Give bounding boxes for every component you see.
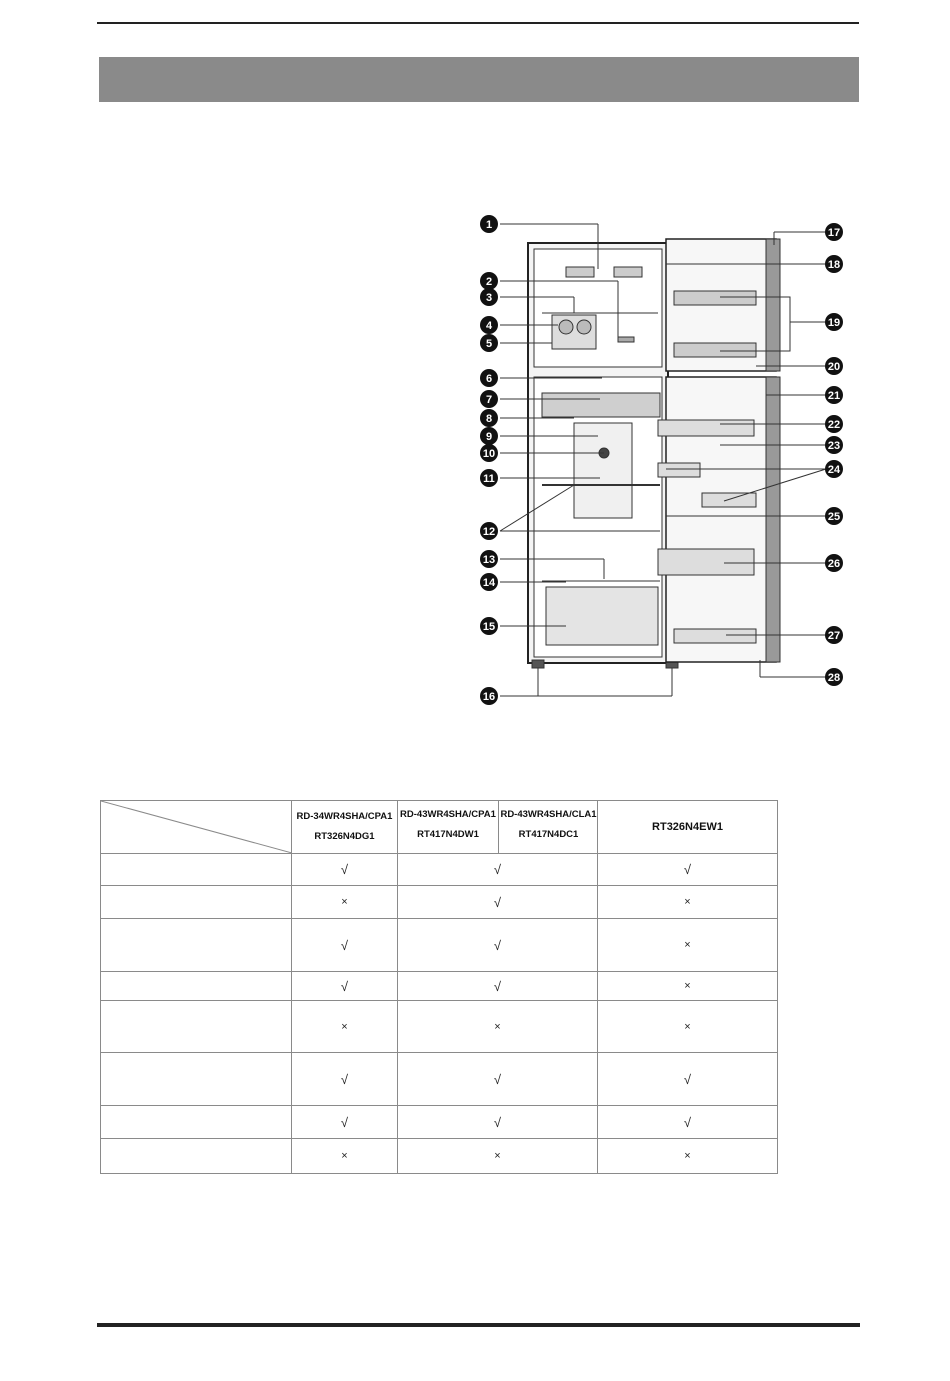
feature-label-cell bbox=[101, 854, 292, 886]
table-row bbox=[101, 919, 778, 972]
callout-12: 12 bbox=[482, 526, 496, 538]
mark-cell: × bbox=[398, 1001, 598, 1053]
callout-26: 26 bbox=[827, 558, 841, 570]
table-row bbox=[101, 854, 778, 886]
mark-cell: × bbox=[598, 972, 778, 1001]
feature-label-cell bbox=[101, 886, 292, 919]
model-header-4: RT326N4EW1 bbox=[598, 801, 778, 854]
callout-8: 8 bbox=[485, 413, 493, 425]
callout-14: 14 bbox=[482, 577, 496, 589]
mark-cell: √ bbox=[398, 972, 598, 1001]
table-header-row bbox=[101, 801, 778, 854]
mark-cell: √ bbox=[292, 972, 398, 1001]
mark-cell: √ bbox=[292, 1106, 398, 1139]
callout-2: 2 bbox=[485, 276, 493, 288]
top-rule bbox=[97, 22, 859, 24]
mark-cell: √ bbox=[398, 886, 598, 919]
callout-21: 21 bbox=[827, 390, 841, 402]
callout-6: 6 bbox=[485, 373, 493, 385]
callout-7: 7 bbox=[485, 394, 493, 406]
callout-15: 15 bbox=[482, 621, 496, 633]
callout-5: 5 bbox=[485, 338, 493, 350]
feature-label-cell bbox=[101, 972, 292, 1001]
callout-1: 1 bbox=[485, 219, 493, 231]
feature-label-cell bbox=[101, 919, 292, 972]
table-row bbox=[101, 1106, 778, 1139]
model-header-1: RD-34WR4SHA/CPA1 RT326N4DG1 bbox=[292, 801, 398, 854]
diagonal-header-cell bbox=[101, 801, 292, 854]
feature-label-cell bbox=[101, 1053, 292, 1106]
mark-cell: × bbox=[292, 1139, 398, 1174]
callout-23: 23 bbox=[827, 440, 841, 452]
table-row bbox=[101, 886, 778, 919]
mark-cell: × bbox=[292, 886, 398, 919]
diagonal-divider bbox=[101, 801, 292, 853]
mark-cell: √ bbox=[398, 919, 598, 972]
mark-cell: √ bbox=[292, 1053, 398, 1106]
mark-cell: × bbox=[598, 1001, 778, 1053]
callout-25: 25 bbox=[827, 511, 841, 523]
mark-cell: √ bbox=[398, 1106, 598, 1139]
mark-cell: × bbox=[598, 886, 778, 919]
mark-cell: √ bbox=[398, 1053, 598, 1106]
feature-label-cell bbox=[101, 1001, 292, 1053]
callout-24: 24 bbox=[827, 464, 841, 476]
model-header-2-3 bbox=[398, 801, 598, 854]
table-row bbox=[101, 1139, 778, 1174]
callout-17: 17 bbox=[827, 227, 841, 239]
callout-13: 13 bbox=[482, 554, 496, 566]
mark-cell: √ bbox=[598, 1106, 778, 1139]
refrigerator-diagram bbox=[470, 205, 850, 725]
callout-10: 10 bbox=[482, 448, 496, 460]
callout-9: 9 bbox=[485, 431, 493, 443]
callout-27: 27 bbox=[827, 630, 841, 642]
feature-label-cell bbox=[101, 1106, 292, 1139]
mark-cell: × bbox=[398, 1139, 598, 1174]
mark-cell: √ bbox=[598, 1053, 778, 1106]
callout-16: 16 bbox=[482, 691, 496, 703]
callout-11: 11 bbox=[483, 473, 495, 485]
callout-18: 18 bbox=[827, 259, 841, 271]
table-row bbox=[101, 1001, 778, 1053]
model-header-3: RD-43WR4SHA/CLA1 RT417N4DC1 bbox=[500, 809, 597, 840]
mark-cell: √ bbox=[398, 854, 598, 886]
section-title-band bbox=[99, 57, 859, 102]
mark-cell: √ bbox=[598, 854, 778, 886]
callout-28: 28 bbox=[827, 672, 841, 684]
table-row bbox=[101, 972, 778, 1001]
callout-3: 3 bbox=[485, 292, 493, 304]
refrigerator-illustration bbox=[470, 205, 850, 725]
model-feature-table bbox=[100, 800, 778, 1174]
mark-cell: × bbox=[292, 1001, 398, 1053]
callout-19: 19 bbox=[827, 317, 841, 329]
bottom-rule bbox=[97, 1323, 860, 1327]
mark-cell: × bbox=[598, 919, 778, 972]
model-header-2: RD-43WR4SHA/CPA1 RT417N4DW1 bbox=[400, 809, 496, 840]
mark-cell: × bbox=[598, 1139, 778, 1174]
table-row bbox=[101, 1053, 778, 1106]
callout-20: 20 bbox=[827, 361, 841, 373]
mark-cell: √ bbox=[292, 919, 398, 972]
feature-label-cell bbox=[101, 1139, 292, 1174]
mark-cell: √ bbox=[292, 854, 398, 886]
callout-4: 4 bbox=[485, 320, 493, 332]
callout-22: 22 bbox=[827, 419, 841, 431]
